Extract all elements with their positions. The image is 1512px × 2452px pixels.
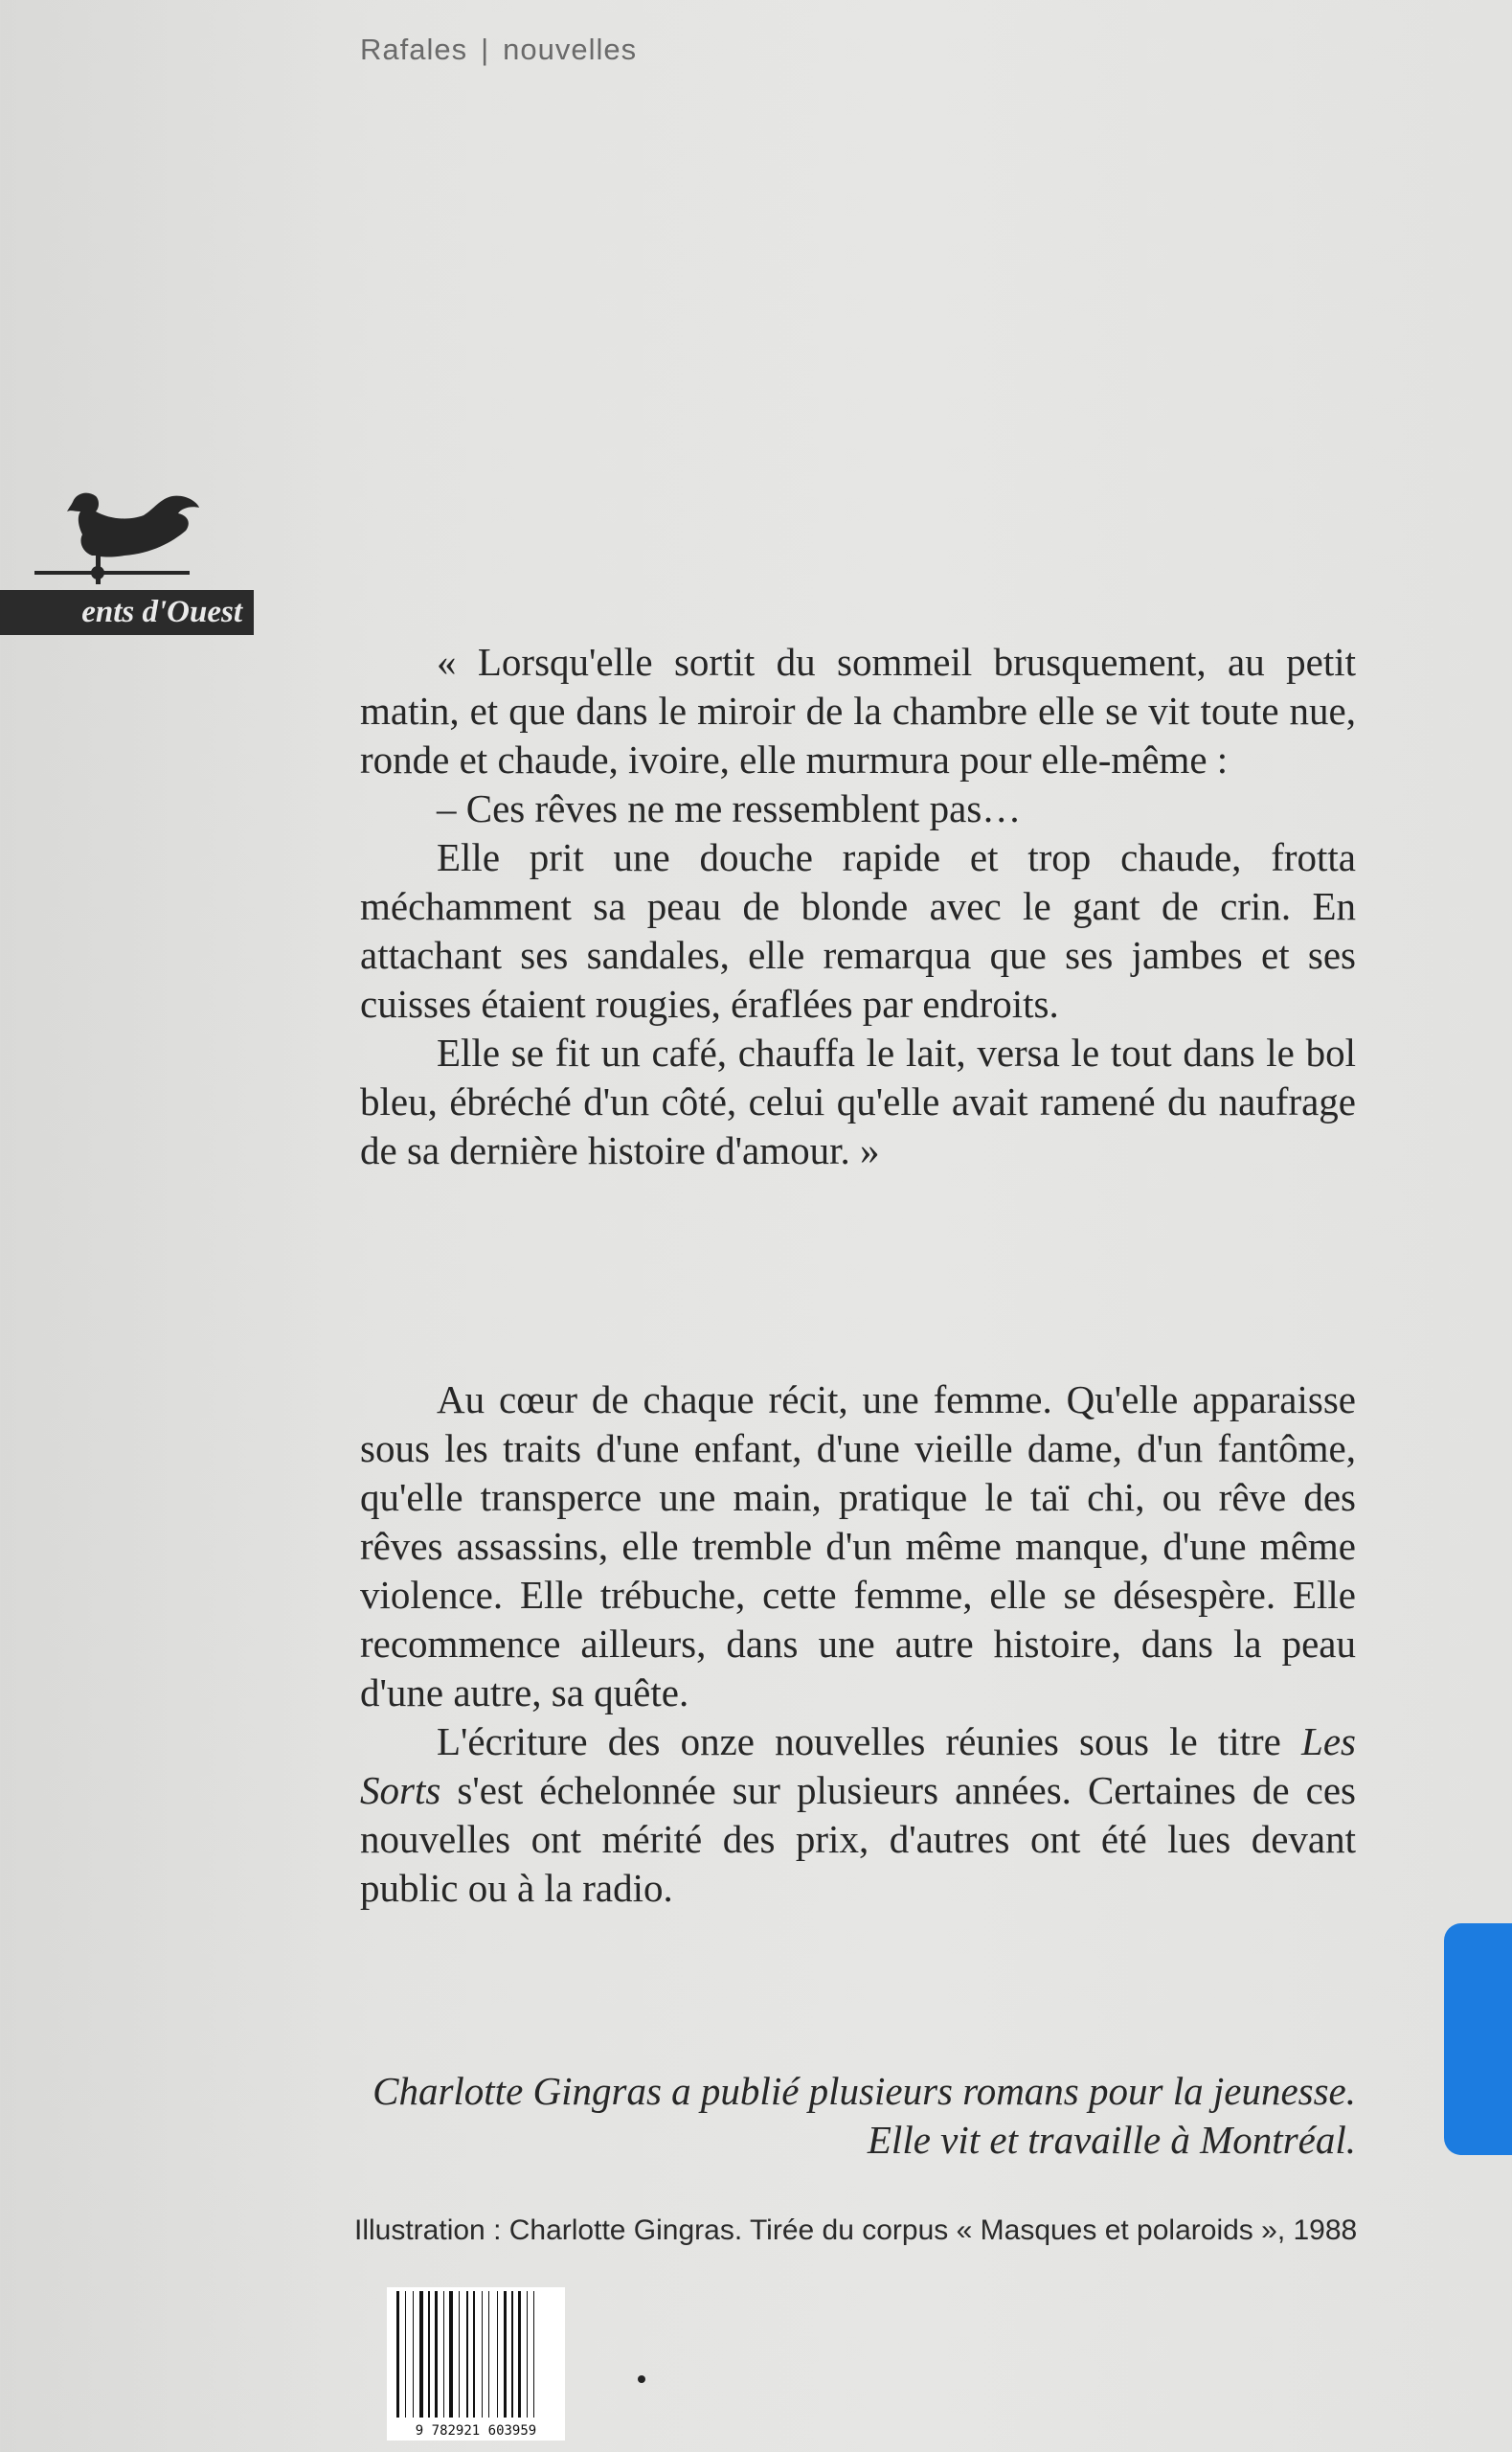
isbn-barcode — [387, 2287, 565, 2441]
weathervane-rooster-icon — [29, 479, 201, 586]
summary-text: s'est échelonnée sur plusieurs années. Certaines de ces nouvelles ont mérité des prix, d'autres ont été lues devant public ou à la radio. — [360, 1768, 1356, 1910]
summary-text: L'écriture des onze nouvelles réunies sous le titre — [437, 1719, 1302, 1763]
library-sticker — [1444, 1923, 1512, 2155]
genre-name: nouvelles — [503, 33, 638, 66]
ink-dot — [638, 2375, 645, 2383]
book-title: Les Sorts — [360, 1719, 1356, 1812]
excerpt-dialogue: – Ces rêves ne me ressemblent pas… — [437, 786, 1022, 830]
publisher-logo — [0, 479, 254, 637]
author-bio: Charlotte Gingras a publié plusieurs romans pour la jeunesse. Elle vit et travaille à Montréal. — [372, 2069, 1356, 2162]
publisher-name: ents d'Ouest — [81, 595, 242, 629]
collection-name: Rafales — [360, 33, 468, 66]
book-excerpt — [360, 638, 1356, 1175]
header-separator: | — [481, 33, 490, 66]
series-header — [360, 33, 637, 67]
excerpt-paragraph: « Lorsqu'elle sortit du sommeil brusquement, au petit matin, et que dans le miroir de la chambre elle se vit toute nue, ronde et chaude, ivoire, elle murmura pour elle-même : — [360, 640, 1356, 782]
book-summary — [360, 1375, 1356, 1913]
excerpt-paragraph: Elle prit une douche rapide et trop chaude, frotta méchamment sa peau de blonde avec le gant de crin. En attachant ses sandales, elle remarqua que ses jambes et ses cuisses étaient rougies, éraflées par endroits. — [360, 835, 1356, 1026]
summary-paragraph: Au cœur de chaque récit, une femme. Qu'elle apparaisse sous les traits d'une enfant, d'une vieille dame, d'un fantôme, qu'elle transperce une main, pratique le taï chi, ou rêve des rêves assassins, elle tremble d'un même manque, d'une même violence. Elle trébuche, cette femme, elle se désespère. Elle recommence ailleurs, dans une autre histoire, dans la peau d'une autre, sa quête. — [360, 1377, 1356, 1714]
barcode-number: 9 782921 603959 — [415, 2423, 537, 2439]
summary-paragraph — [360, 1717, 1356, 1913]
publisher-banner — [0, 590, 254, 635]
illustration-credit: Illustration : Charlotte Gingras. Tirée du corpus « Masques et polaroids », 1988 — [354, 2214, 1358, 2246]
excerpt-paragraph: Elle se fit un café, chauffa le lait, versa le tout dans le bol bleu, ébréché d'un côté, celui qu'elle avait ramené du naufrage de sa dernière histoire d'amour. » — [360, 1031, 1356, 1172]
